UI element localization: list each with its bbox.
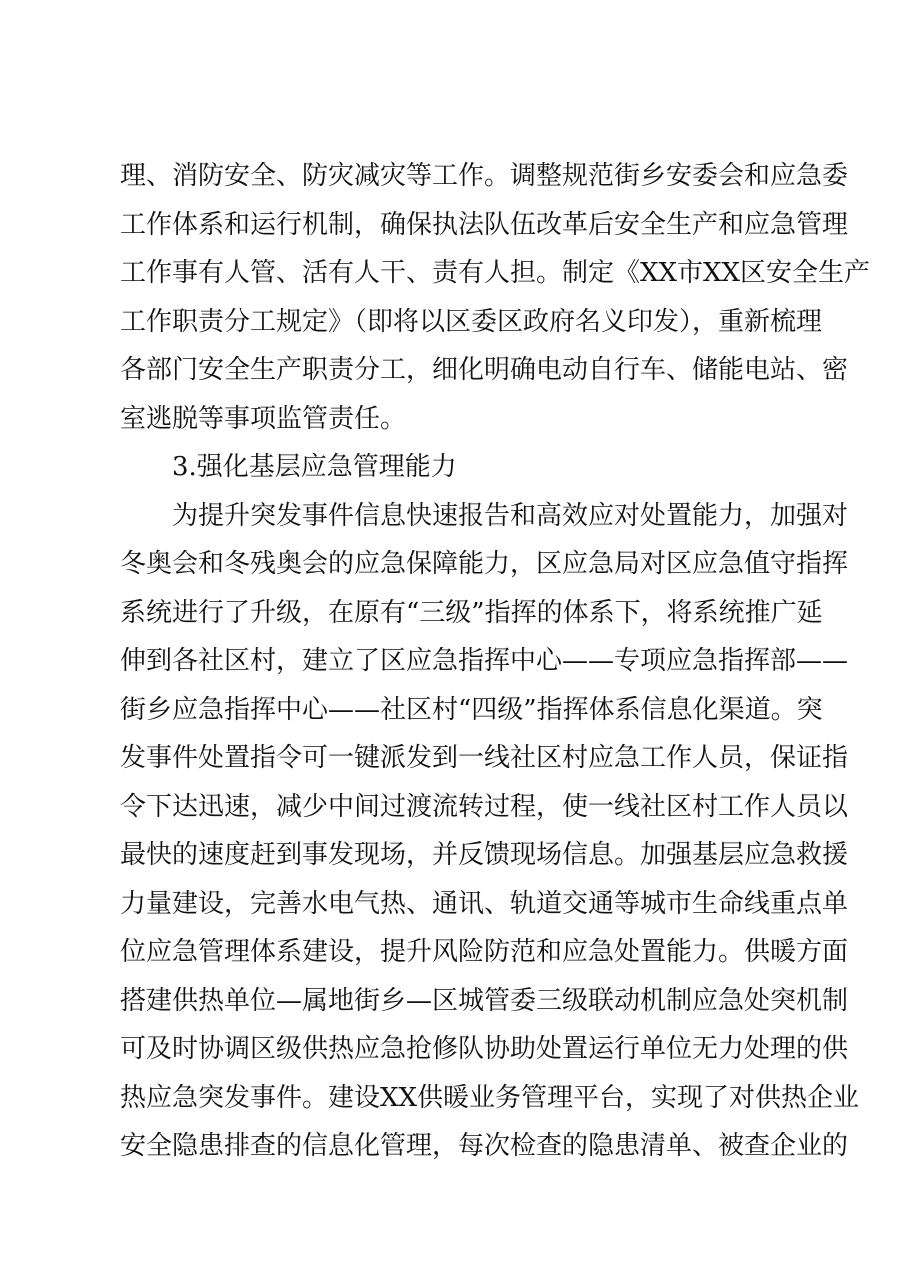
paragraph-line: 最快的速度赶到事发现场，并反馈现场信息。加强基层应急救援 [120, 840, 849, 870]
paragraph-line: 发事件处置指令可一键派发到一线社区村应急工作人员，保证指 [120, 743, 849, 773]
section-heading: 3.强化基层应急管理能力 [172, 452, 457, 482]
paragraph-line: 工作职责分工规定》（即将以区委区政府名义印发），重新梳理 [120, 306, 823, 337]
paragraph-line: 安全隐患排查的信息化管理，每次检查的隐患清单、被查企业的 [120, 1131, 849, 1161]
paragraph-line: 工作事有人管、活有人干、责有人担。制定《XX市XX区安全生产 [120, 258, 871, 288]
paragraph-line: 可及时协调区级供热应急抢修队协助处置运行单位无力处理的供 [120, 1034, 849, 1064]
paragraph-line: 室逃脱等事项监管责任。 [120, 403, 407, 434]
body-text [120, 152, 871, 1171]
paragraph-line: 热应急突发事件。建设XX供暖业务管理平台，实现了对供热企业 [120, 1082, 860, 1113]
paragraph-line: 各部门安全生产职责分工，细化明确电动自行车、储能电站、密 [120, 355, 849, 385]
paragraph-line: 冬奥会和冬残奥会的应急保障能力，区应急局对区应急值守指挥 [120, 549, 849, 579]
paragraph-line: 系统进行了升级，在原有“三级”指挥的体系下，将系统推广延 [120, 597, 823, 628]
paragraph-line: 工作体系和运行机制，确保执法队伍改革后安全生产和应急管理 [120, 209, 849, 240]
paragraph-line: 位应急管理体系建设，提升风险防范和应急处置能力。供暖方面 [120, 937, 849, 967]
paragraph-line: 令下达迅速，减少中间过渡流转过程，使一线社区村工作人员以 [120, 791, 849, 822]
paragraph-line: 搭建供热单位—属地街乡—区城管委三级联动机制应急处突机制 [120, 985, 849, 1016]
paragraph-line: 街乡应急指挥中心——社区村“四级”指挥体系信息化渠道。突 [120, 694, 823, 725]
paragraph-line: 理、消防安全、防灾减灾等工作。调整规范街乡安委会和应急委 [120, 161, 849, 191]
paragraph-line: 伸到各社区村，建立了区应急指挥中心——专项应急指挥部—— [120, 646, 849, 676]
paragraph-line: 力量建设，完善水电气热、通讯、轨道交通等城市生命线重点单 [120, 888, 849, 919]
paragraph-line: 为提升突发事件信息快速报告和高效应对处置能力，加强对 [172, 500, 849, 531]
